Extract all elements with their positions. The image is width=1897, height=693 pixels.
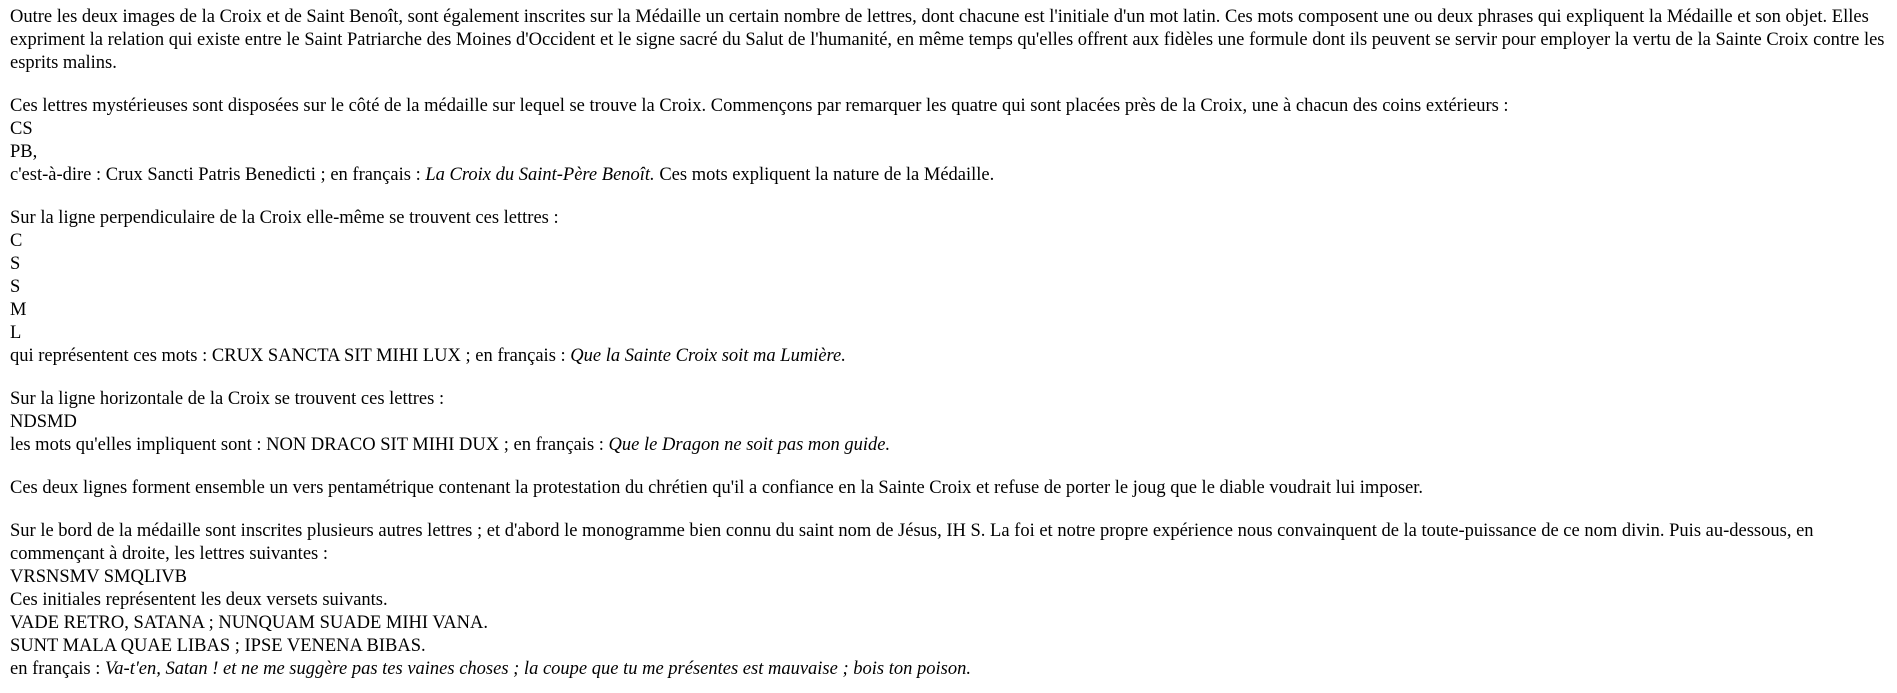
paragraph-medal-inscriptions: Outre les deux images de la Croix et de Saint Benoît, sont également inscrites sur la Médaille un certain nombre de lettres, dont chacune est l'initiale d'un mot latin. Ces mots composent une ou deux phrases qui expliquent la Médaille et son objet. Elles expriment la relation qui existe entre le Saint Patriarche des Moines d'Occident et le signe sacré du Salut de l'humanité, en même temps qu'elles offrent aux fidèles une formule dont ils peuvent se servir pour employer la vertu de la Sainte Croix contre les esprits malins. — [10, 7, 1885, 73]
verse-1: VADE RETRO, SATANA ; NUNQUAM SUADE MIHI VANA. — [10, 613, 489, 633]
horizontal-letters: NDSMD — [10, 412, 77, 432]
horizontal-letters-meaning-french: Que le Dragon ne soit pas mon guide. — [608, 435, 891, 455]
vertical-letter: M — [10, 300, 27, 320]
border-letters-meaning-french: Va-t'en, Satan ! et ne me suggère pas tes vaines choses ; la coupe que tu me présentes est mauvaise ; bois ton poison. — [105, 659, 971, 679]
border-letters: VRSNSMV SMQLIVB — [10, 567, 187, 587]
vertical-letter: C — [10, 231, 23, 251]
vertical-letters-meaning-french: Que la Sainte Croix soit ma Lumière. — [570, 346, 846, 366]
horizontal-letters-intro: Sur la ligne horizontale de la Croix se trouvent ces lettres : — [10, 389, 445, 409]
vertical-letters-intro: Sur la ligne perpendiculaire de la Croix elle-même se trouvent ces lettres : — [10, 208, 559, 228]
corner-letters-meaning-french: La Croix du Saint-Père Benoît. — [425, 165, 655, 185]
paragraph-vertical-letters — [10, 207, 1889, 368]
verse-2: SUNT MALA QUAE LIBAS ; IPSE VENENA BIBAS. — [10, 636, 426, 656]
corner-letters-intro: Ces lettres mystérieuses sont disposées sur le côté de la médaille sur lequel se trouve la Croix. Commençons par remarquer les quatre qui sont placées près de la Croix, une à chacun des coins extérieurs : — [10, 96, 1509, 116]
paragraph-corner-letters — [10, 95, 1889, 187]
vertical-letters-meaning-prefix: qui représentent ces mots : CRUX SANCTA SIT MIHI LUX ; en français : — [10, 346, 571, 366]
vertical-letter: S — [10, 277, 21, 297]
corner-letters-meaning-suffix: Ces mots expliquent la nature de la Médaille. — [654, 165, 995, 185]
corner-letters-meaning-prefix: c'est-à-dire : Crux Sancti Patris Benedicti ; en français : — [10, 165, 426, 185]
border-letters-intro: Sur le bord de la médaille sont inscrites plusieurs autres lettres ; et d'abord le monogramme bien connu du saint nom de Jésus, IH S. La foi et notre propre expérience nous convainquent de la toute-puissance de ce nom divin. Puis au-dessous, en commençant à droite, les lettres suivantes : — [10, 521, 1814, 564]
corner-letters-line-2: PB, — [10, 142, 38, 162]
paragraph-border-letters — [10, 520, 1889, 681]
corner-letters-line-1: CS — [10, 119, 33, 139]
paragraph-pentameter: Ces deux lignes forment ensemble un vers pentamétrique contenant la protestation du chrétien qu'il a confiance en la Sainte Croix et refuse de porter le joug que le diable voudrait lui imposer. — [10, 478, 1424, 498]
border-letters-explain: Ces initiales représentent les deux versets suivants. — [10, 590, 388, 610]
vertical-letter: L — [10, 323, 22, 343]
border-letters-meaning-prefix: en français : — [10, 659, 106, 679]
paragraph-horizontal-letters — [10, 388, 1889, 457]
vertical-letter: S — [10, 254, 21, 274]
horizontal-letters-meaning-prefix: les mots qu'elles impliquent sont : NON DRACO SIT MIHI DUX ; en français : — [10, 435, 609, 455]
